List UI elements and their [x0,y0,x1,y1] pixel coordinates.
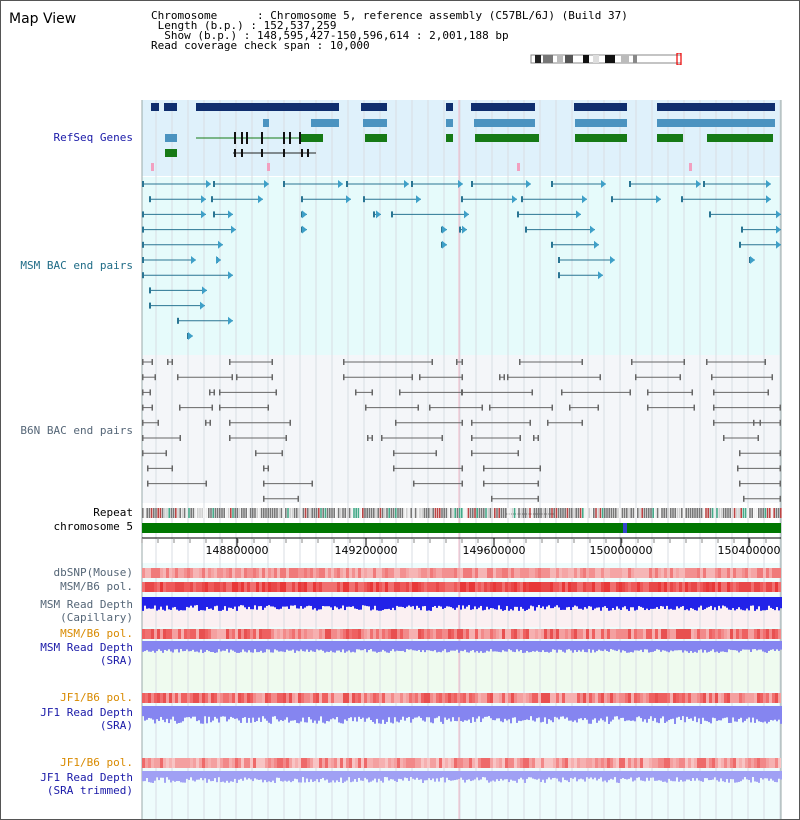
track-label-msm-depth-sra-sub: (SRA) [99,654,133,667]
axis-tick-label-2: 149200000 [334,544,398,557]
track-label-msm-depth-sra[interactable]: MSM Read Depth [40,641,133,654]
track-label-msm-depth-capillary-sub: (Capillary) [60,611,133,624]
span-value: 10,000 [329,39,370,52]
msm-b6-pol-heat-strip-1 [142,582,781,592]
region-info: Chromosome : Chromosome 5, reference assembly (C57BL/6J) (Build 37) Length (b.p.) : 152,537,259 Show (b.p.) : 148,595,427-150,596,614 : 2,001,188 bp Read coverage check span : 10,000 [151,9,628,52]
span-key: Read coverage check span [151,39,310,52]
length-key: Length (b.p.) [157,19,244,32]
track-label-jf1-b6-pol-2[interactable]: JF1/B6 pol. [60,756,133,769]
track-label-jf1-depth-trimmed-sub: (SRA trimmed) [46,784,133,797]
chromosome-position-mark [623,523,627,533]
jf1-b6-pol-heat-strip-1 [142,693,781,703]
chromosome-bar [142,523,781,533]
msm-b6-pol-heat-strip-2 [142,629,781,639]
msm-depth-capillary-bars [142,597,782,611]
show-key: Show (b.p.) [164,29,238,42]
show-value: 148,595,427-150,596,614 : 2,001,188 bp [256,29,509,42]
axis-tick-label-4: 150000000 [589,544,653,557]
track-label-msm-bac[interactable]: MSM BAC end pairs [20,259,133,272]
track-label-refseq-genes[interactable]: RefSeq Genes [53,131,133,144]
length-value: 152,537,259 [263,19,337,32]
track-label-dbsnp[interactable]: dbSNP(Mouse) [53,566,133,579]
track-label-jf1-depth-sra-sub: (SRA) [99,719,133,732]
track-label-b6n-bac[interactable]: B6N BAC end pairs [20,424,133,437]
msm-bac-track-bg [142,177,781,355]
track-label-msm-b6-pol-1[interactable]: MSM/B6 pol. [60,580,133,593]
axis-tick-label-3: 149600000 [462,544,526,557]
track-label-msm-b6-pol-2[interactable]: MSM/B6 pol. [60,627,133,640]
page-title: Map View [9,11,77,27]
track-label-chromosome[interactable]: chromosome 5 [53,520,133,533]
chromosome-value: Chromosome 5, reference assembly (C57BL/6J) (Build 37) [270,9,628,22]
repeat-track [142,508,782,518]
axis-tick-label-1: 148800000 [205,544,269,557]
track-label-msm-depth-capillary[interactable]: MSM Read Depth [40,598,133,611]
track-label-repeat[interactable]: Repeat [93,506,133,519]
track-label-jf1-depth-trimmed[interactable]: JF1 Read Depth [40,771,133,784]
jf1-b6-pol-heat-strip-2 [142,758,781,768]
track-label-jf1-b6-pol-1[interactable]: JF1/B6 pol. [60,691,133,704]
axis-tick-label-5: 150400000 [717,544,781,557]
track-label-jf1-depth-sra[interactable]: JF1 Read Depth [40,706,133,719]
chromosome-key: Chromosome [151,9,218,22]
dbsnp-heat-strip [142,568,781,578]
